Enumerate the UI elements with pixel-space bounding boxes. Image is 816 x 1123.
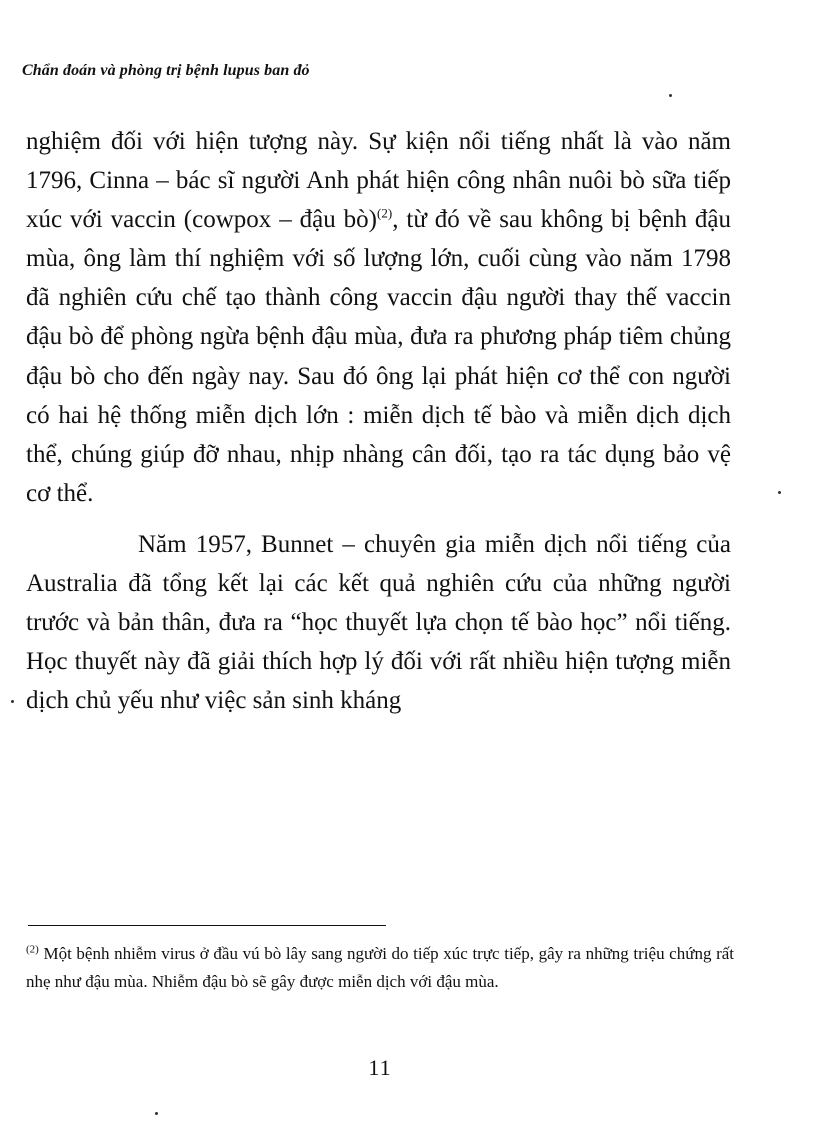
paragraph-1-text-continued: , từ đó về sau không bị bệnh đậu mùa, ông làm thí nghiệm với số lượng lớn, cuối cùng vào năm 1798 đã nghiên cứu chế tạo thành công vaccin đậu người thay thế vaccin đậu bò để phòng ngừa bệnh đậu mùa, đưa ra phương pháp tiêm chủng đậu bò cho đến ngày nay. Sau đó ông lại phát hiện cơ thể con người có hai hệ thống miễn dịch lớn : miễn dịch tế bào và miễn dịch dịch thể, chúng giúp đỡ nhau, nhịp nhàng cân đối, tạo ra tác dụng bảo vệ cơ thể. [26,206,731,507]
paragraph-2: Năm 1957, Bunnet – chuyên gia miễn dịch nổi tiếng của Australia đã tổng kết lại các kết quả nghiên cứu của những người trước và bản thân, đưa ra “học thuyết lựa chọn tế bào học” nổi tiếng. Học thuyết này đã giải thích hợp lý đối với rất nhiều hiện tượng miễn dịch chủ yếu như việc sản sinh kháng [26,530,731,715]
paragraph-1-text: nghiệm đối với hiện tượng này. Sự kiện nổi tiếng nhất là vào năm 1796, Cinna – bác sĩ người Anh phát hiện công nhân nuôi bò sữa tiếp xúc với vaccin (cowpox – đậu bò) [26,128,731,234]
scan-speck [11,700,14,703]
running-header: Chẩn đoán và phòng trị bệnh lupus ban đỏ [22,62,310,79]
footnote-marker: (2) [26,943,39,956]
scan-speck [778,491,781,494]
scan-speck [669,94,672,97]
footnote-divider [28,925,386,926]
footnote [26,940,734,996]
page-number: 11 [368,1055,392,1080]
main-text [26,122,731,720]
footnote-text: Một bệnh nhiễm virus ở đầu vú bò lây sang người do tiếp xúc trực tiếp, gây ra những triệu chứng rất nhẹ như đậu mùa. Nhiễm đậu bò sẽ gây được miễn dịch với đậu mùa. [26,944,734,991]
footnote-reference: (2) [377,205,393,221]
paragraph-1 [26,122,731,513]
scan-speck [155,1112,158,1115]
